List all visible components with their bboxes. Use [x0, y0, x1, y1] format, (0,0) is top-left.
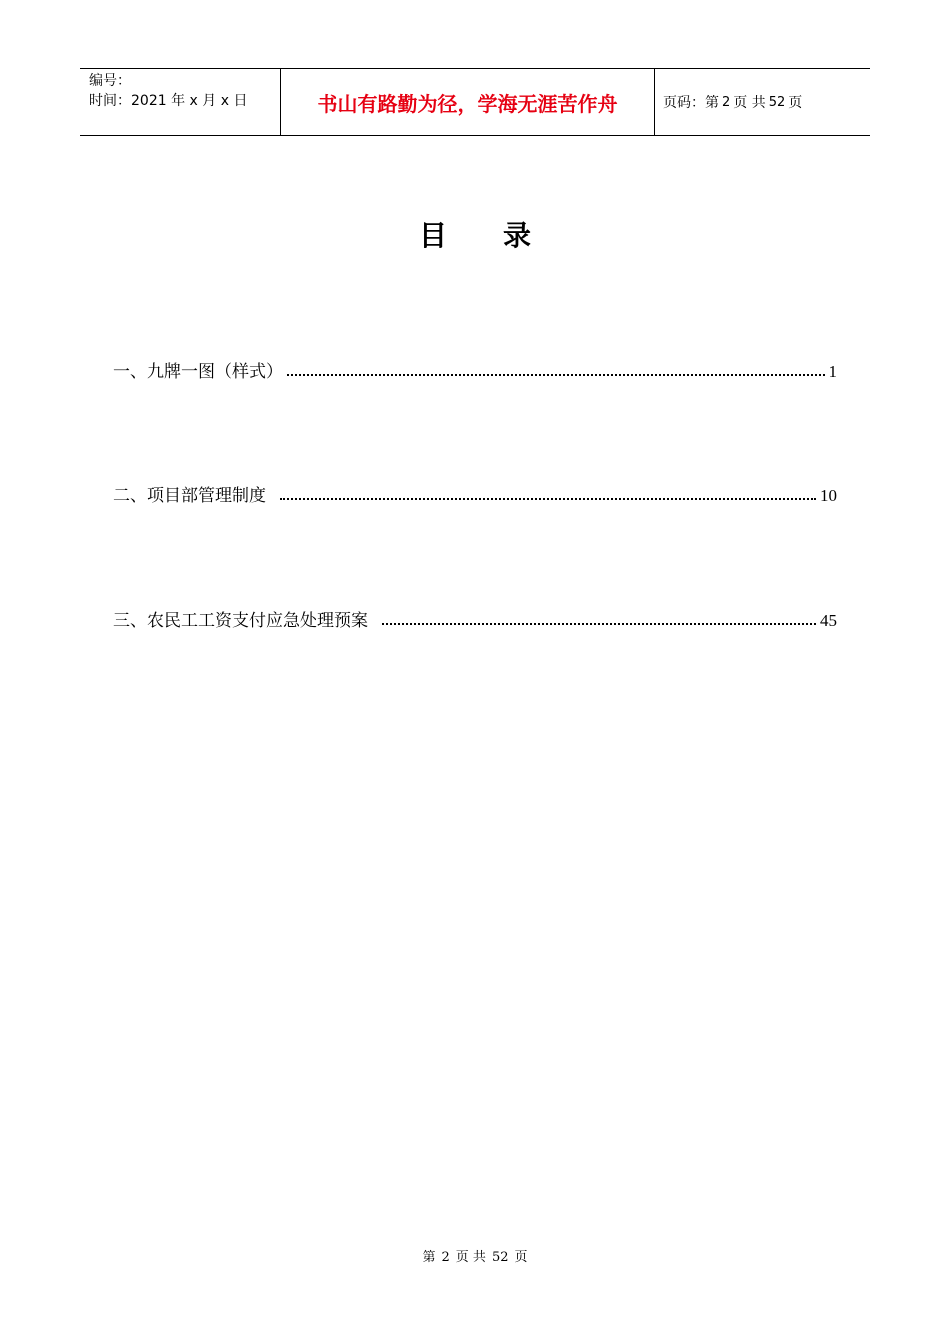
- header-page-mid: 页 共: [733, 95, 766, 111]
- header-page-prefix: 页码：第: [663, 95, 719, 111]
- header-info-cell: [80, 69, 281, 135]
- footer-total: 52: [491, 1250, 509, 1265]
- toc-leader-dots: [287, 374, 825, 376]
- header-page-current: 2: [722, 94, 731, 110]
- toc-entry[interactable]: [113, 607, 837, 631]
- toc-leader-dots: [382, 623, 816, 625]
- header-number-label: 编号：: [89, 73, 131, 89]
- header-page-cell: [655, 69, 870, 135]
- footer-prefix: 第: [422, 1250, 436, 1265]
- toc-entry-label: 一、九牌一图（样式）: [113, 362, 283, 382]
- footer-suffix: 页: [514, 1250, 528, 1265]
- toc-title: [0, 214, 950, 254]
- header-time-value: 2021 年 x 月 x 日: [131, 93, 248, 109]
- toc-entry-label: 三、农民工工资支付应急处理预案: [113, 611, 368, 631]
- header-page-suffix: 页: [788, 95, 803, 111]
- toc-entry-page: 45: [820, 611, 837, 630]
- header-time-row: [89, 91, 280, 111]
- toc-entry-page: 1: [828, 362, 837, 381]
- toc-leader-dots: [280, 498, 816, 500]
- header-motto-cell: [281, 69, 655, 135]
- page-footer: [0, 1246, 950, 1265]
- footer-current: 2: [441, 1250, 450, 1265]
- header-page-total: 52: [768, 94, 786, 110]
- page-header: [80, 68, 870, 136]
- header-time-label: 时间：: [89, 93, 131, 109]
- toc-entry[interactable]: [113, 358, 837, 382]
- toc-entry-label: 二、项目部管理制度: [113, 486, 266, 506]
- toc-title-char-1: 目: [418, 219, 447, 252]
- toc-entry[interactable]: [113, 482, 837, 506]
- toc-title-char-2: 录: [503, 219, 532, 252]
- toc-entry-page: 10: [820, 486, 837, 505]
- footer-mid: 页 共: [455, 1250, 486, 1265]
- header-motto: 书山有路勤为径，学海无涯苦作舟: [317, 91, 618, 116]
